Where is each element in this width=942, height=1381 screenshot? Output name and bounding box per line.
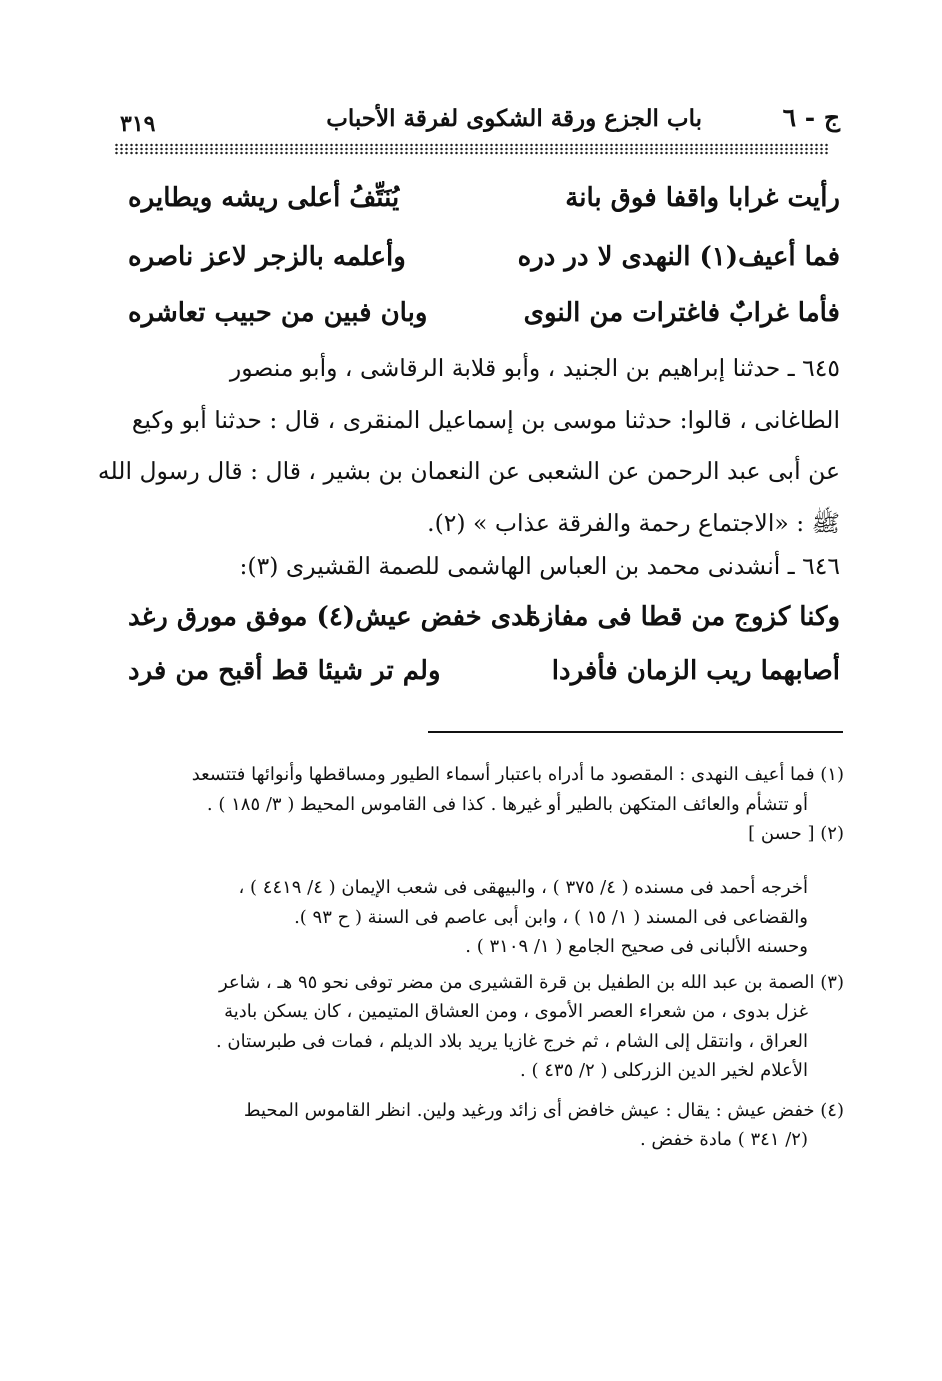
page-number: ٣١٩ bbox=[120, 111, 156, 137]
verse-first-hemistich: فما أعيف(١) النهدى لا در دره bbox=[517, 242, 840, 272]
footnote-line: وحسنه الألبانى فى صحيح الجامع ( ١/ ٣١٠٩ ) . bbox=[465, 936, 808, 957]
footnote-separator bbox=[428, 731, 843, 733]
footnote-line: (١) فما أعيف النهدى : المقصود ما أدراه باعتبار أسماء الطيور ومساقطها وأنوائها فتتسعد bbox=[191, 764, 844, 785]
paragraph-line: ٦٤٦ ـ أنشدنى محمد بن العباس الهاشمى للصمة القشيرى (٣): bbox=[239, 552, 840, 580]
footnote-line: غزل بدوى ، من شعراء العصر الأموى ، ومن العشاق المتيمين ، كان يسكن بادية bbox=[224, 1001, 808, 1022]
verse-second-hemistich: وبان فبين من حبيب تعاشره bbox=[128, 298, 428, 328]
footnotes bbox=[114, 760, 844, 849]
verse-line bbox=[128, 656, 840, 704]
paragraph-line: ٦٤٥ ـ حدثنا إبراهيم بن الجنيد ، وأبو قلابة الرقاشى ، وأبو منصور bbox=[229, 354, 840, 382]
paragraph-line: ﷺ : «الاجتماع رحمة والفرقة عذاب » (٢). bbox=[427, 508, 840, 537]
footnote-line: (٢/ ٣٤١ ) مادة خفض . bbox=[639, 1129, 808, 1150]
verse-second-hemistich: وأعلمه بالزجر لاعز ناصره bbox=[128, 242, 406, 272]
verse-second-hemistich: ولم تر شيئا قط أقبح من فرد bbox=[128, 656, 441, 686]
verse-second-hemistich: لدى خفض عيش(٤) موفق مورق رغد bbox=[128, 602, 533, 632]
page-header bbox=[118, 103, 840, 143]
volume-label: ج - ٦ bbox=[782, 103, 840, 132]
footnote-line: أو تتشأم والعائف المتكهن بالطير أو غيرها . كذا فى القاموس المحيط ( ٣/ ١٨٥ ) . bbox=[206, 793, 808, 815]
verse-first-hemistich: وكنا كزوج من قطا فى مفازة bbox=[527, 602, 840, 632]
header-dotted-rule bbox=[114, 143, 830, 155]
paragraph-line: عن أبى عبد الرحمن عن الشعبى عن النعمان بن بشير ، قال : قال رسول الله bbox=[97, 457, 840, 485]
verse-first-hemistich: رأيت غرابا واقفا فوق بانة bbox=[565, 183, 840, 213]
footnote-line: (٢) [ حسن ] bbox=[748, 823, 844, 844]
verse-first-hemistich: أصابهما ريب الزمان فأفردا bbox=[551, 656, 840, 686]
footnotes-continued bbox=[114, 873, 844, 1155]
footnote-line: (٤) خفض عيش : يقال : عيش خافض أى زائد ورغيد ولين. انظر القاموس المحيط bbox=[243, 1099, 844, 1121]
chapter-title: باب الجزع ورقة الشكوى لفرقة الأحباب bbox=[326, 105, 702, 132]
verse-line bbox=[128, 298, 840, 346]
paragraph-line: الطاغانى ، قالوا: حدثنا موسى بن إسماعيل المنقرى ، قال : حدثنا أبو وكيع bbox=[131, 405, 840, 434]
footnote-line: العراق ، وانتقل إلى الشام ، ثم خرج غازيا يريد بلاد الديلم ، فمات فى طبرستان . bbox=[215, 1030, 808, 1052]
verse-first-hemistich: فأما غرابٌ فاغترات من النوى bbox=[523, 298, 840, 328]
verse-second-hemistich: يُنَتِّفُ أعلى ريشه ويطايره bbox=[128, 183, 400, 213]
footnote-line: الأعلام لخير الدين الزركلى ( ٢/ ٤٣٥ ) . bbox=[520, 1060, 808, 1081]
footnote-line: أخرجه أحمد فى مسنده ( ٤/ ٣٧٥ ) ، والبيهقى فى شعب الإيمان ( ٤/ ٤٤١٩ ) ، bbox=[238, 877, 808, 898]
footnote-line: (٣) الصمة بن عبد الله بن الطفيل بن قرة القشيرى من مضر توفى نحو ٩٥ هـ ، شاعر bbox=[218, 971, 844, 993]
verse-line bbox=[128, 183, 840, 231]
verse-line bbox=[128, 602, 840, 650]
hadith-645 bbox=[97, 343, 840, 549]
footnote-line: والقضاعى فى المسند ( ١/ ١٥ ) ، وابن أبى عاصم فى السنة ( ح ٩٣ ). bbox=[294, 906, 808, 928]
item-646 bbox=[120, 541, 840, 593]
verse-line bbox=[128, 242, 840, 290]
